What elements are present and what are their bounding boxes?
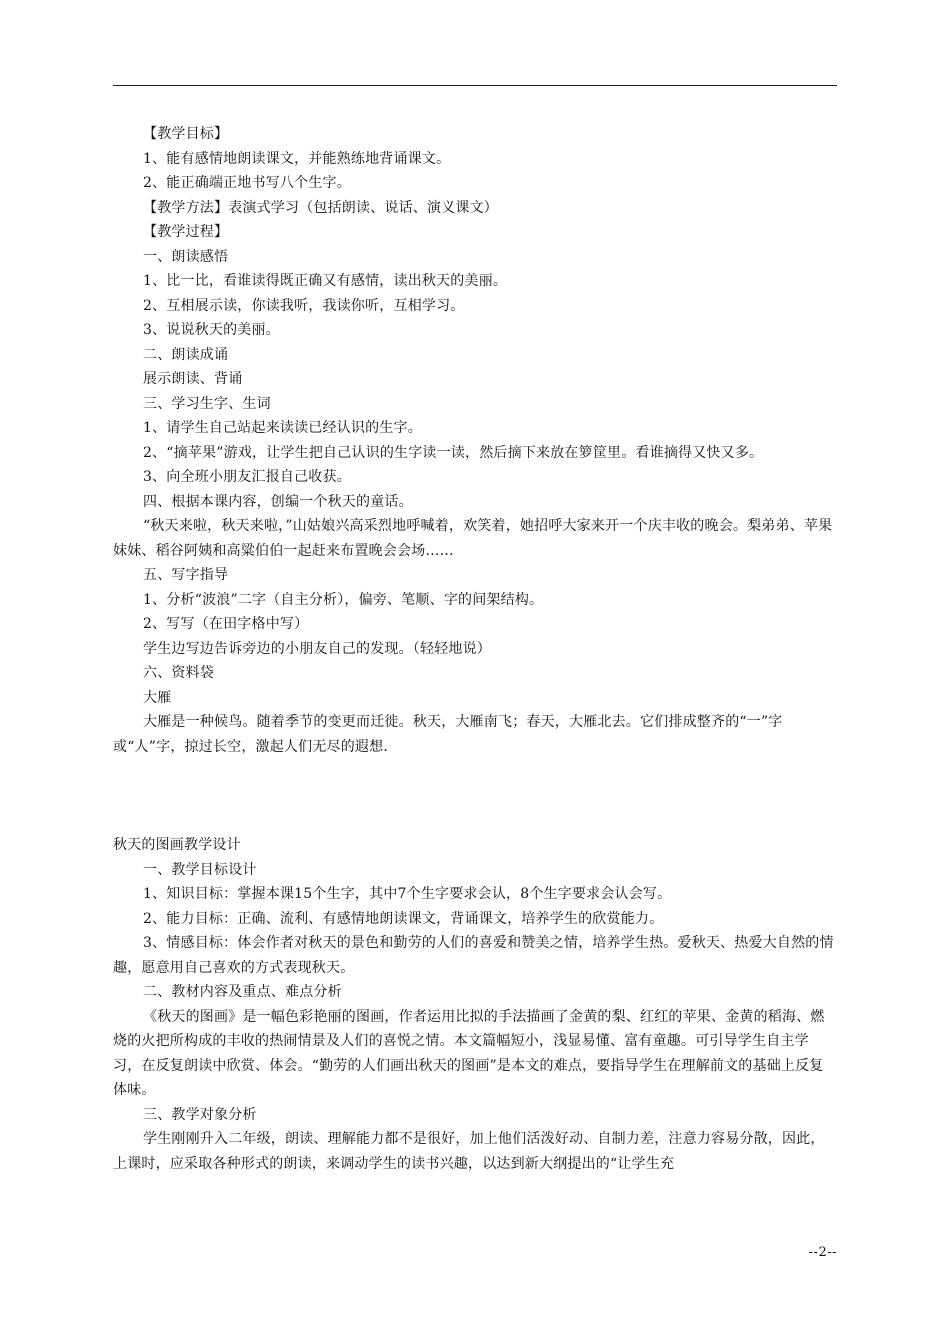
paragraph: 1、能有感情地朗读课文，并能熟练地背诵课文。 bbox=[143, 150, 451, 167]
page-number: --2-- bbox=[808, 1245, 837, 1260]
paragraph: 1、比一比，看谁读得既正确又有感情，读出秋天的美丽。 bbox=[143, 273, 508, 289]
paragraph: 3、情感目标：体会作者对秋天的景色和勤劳的人们的喜爱和赞美之情，培养学生热。爱秋天、热爱大自然的情趣，愿意用自己喜欢的方式表现秋天。 bbox=[113, 935, 834, 976]
section-lesson-plan bbox=[113, 122, 837, 759]
paragraph: 1、分析“波浪”二字（自主分析），偏旁、笔顺、字的间架结构。 bbox=[143, 591, 544, 608]
paragraph: 《秋天的图画》是一幅色彩艳丽的图画，作者运用比拟的手法描画了金黄的梨、红红的苹果、金黄的稻海、燃烧的火把所构成的丰收的热闹情景及人们的喜悦之情。本文篇幅短小，浅显易懂、富有童趣。可引导学生自主学习，在反复朗读中欣赏、体会。“勤劳的人们画出秋天的图画”是本文的难点，要指导学生在理解前文的基础上反复体味。 bbox=[113, 1008, 825, 1098]
paragraph: 1、请学生自己站起来读读已经认识的生字。 bbox=[143, 420, 422, 436]
section-gap bbox=[113, 759, 837, 833]
paragraph: 1、知识目标：掌握本课15个生字，其中7个生字要求会认，8个生字要求会认会写。 bbox=[143, 886, 672, 902]
subheading: 六、资料袋 bbox=[143, 665, 214, 681]
subheading: 二、朗读成诵 bbox=[143, 346, 229, 363]
subheading: 三、教学对象分析 bbox=[143, 1106, 257, 1123]
paragraph: 展示朗读、背诵 bbox=[143, 371, 243, 387]
paragraph: 2、能正确端正地书写八个生字。 bbox=[143, 175, 351, 191]
header-rule bbox=[113, 85, 837, 86]
document-body bbox=[113, 122, 837, 1176]
subheading: 四、根据本课内容，创编一个秋天的童话。 bbox=[143, 493, 413, 510]
heading-teaching-method: 【教学方法】表演式学习（包括朗读、说话、演义课文） bbox=[143, 199, 498, 216]
subheading: 一、教学目标设计 bbox=[143, 861, 257, 878]
paragraph: 学生刚刚升入二年级，朗读、理解能力都不是很好，加上他们活泼好动、自制力差，注意力容易分散，因此，上课时，应采取各种形式的朗读，来调动学生的读书兴趣，以达到新大纲提出的“让学生充 bbox=[113, 1131, 825, 1172]
paragraph: 2、互相展示读，你读我听，我读你听，互相学习。 bbox=[143, 297, 465, 314]
paragraph: 3、向全班小朋友汇报自己收获。 bbox=[143, 469, 351, 485]
subheading: 三、学习生字、生词 bbox=[143, 395, 271, 412]
subheading: 五、写字指导 bbox=[143, 567, 229, 583]
section-title: 秋天的图画教学设计 bbox=[113, 837, 241, 853]
paragraph: 大雁 bbox=[143, 689, 172, 706]
paragraph: 2、能力目标：正确、流利、有感情地朗读课文，背诵课文，培养学生的欣赏能力。 bbox=[143, 910, 664, 927]
heading-teaching-goals: 【教学目标】 bbox=[143, 126, 229, 142]
subheading: 一、朗读感悟 bbox=[143, 248, 229, 265]
subheading: 二、教材内容及重点、难点分析 bbox=[143, 984, 342, 1000]
paragraph: 大雁是一种候鸟。随着季节的变更而迁徙。秋天，大雁南飞；春天，大雁北去。它们排成整齐的“一”字或“人”字，掠过长空，激起人们无尽的遐想. bbox=[113, 714, 783, 755]
paragraph: “秋天来啦，秋天来啦，”山姑娘兴高采烈地呼喊着，欢笑着，她招呼大家来开一个庆丰收的晚会。梨弟弟、苹果妹妹、稻谷阿姨和高粱伯伯一起赶来布置晚会会场…… bbox=[113, 518, 833, 559]
section-design bbox=[113, 833, 837, 1176]
paragraph: 3、说说秋天的美丽。 bbox=[143, 322, 280, 338]
paragraph: 2、写写（在田字格中写） bbox=[143, 616, 309, 632]
paragraph: 学生边写边告诉旁边的小朋友自己的发现。（轻轻地说） bbox=[143, 640, 491, 657]
paragraph: 2、“摘苹果”游戏，让学生把自己认识的生字读一读，然后摘下来放在箩筐里。看谁摘得又快又多。 bbox=[143, 444, 764, 461]
heading-teaching-process: 【教学过程】 bbox=[143, 224, 229, 240]
